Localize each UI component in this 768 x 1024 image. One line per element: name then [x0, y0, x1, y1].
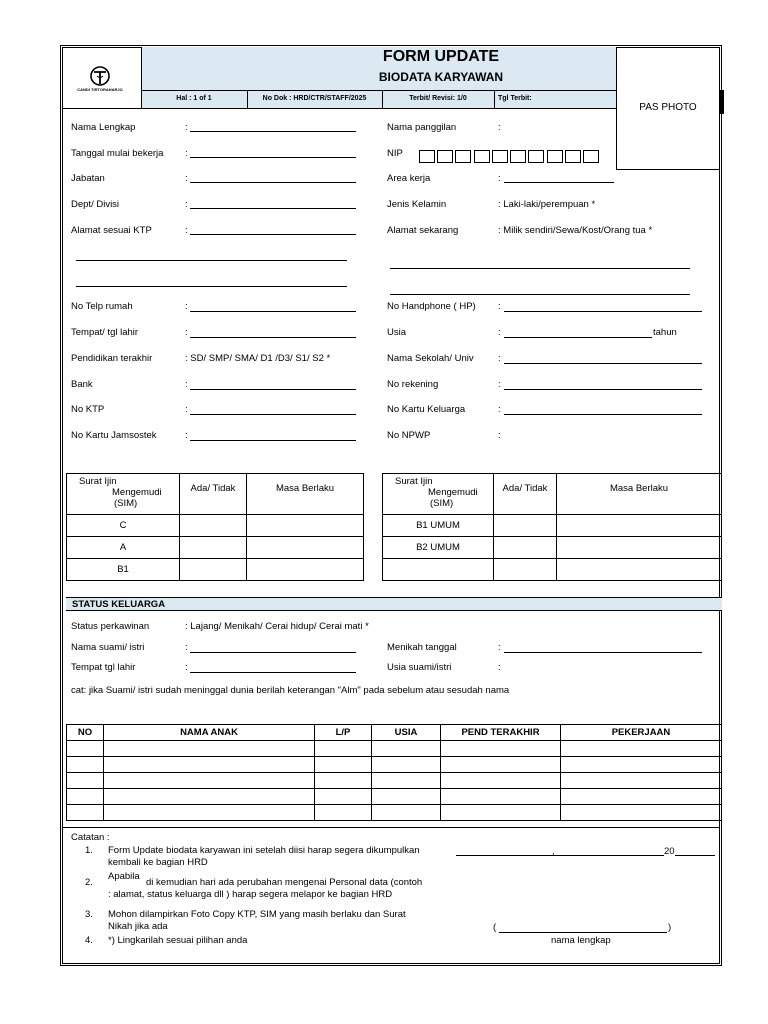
anak-cell[interactable]: [561, 805, 722, 821]
input-handphone[interactable]: [504, 311, 702, 312]
input-area-kerja[interactable]: [504, 182, 614, 183]
anak-table: [66, 724, 722, 821]
nip-box[interactable]: [492, 150, 508, 163]
sim-table-left: [66, 473, 364, 581]
sim-masa-cell[interactable]: [557, 559, 722, 581]
anak-cell[interactable]: [561, 757, 722, 773]
value-rekening: :: [498, 379, 501, 390]
value-handphone: :: [498, 301, 501, 312]
value-nama-lengkap: :: [185, 122, 188, 133]
anak-cell[interactable]: [67, 773, 104, 789]
value-kartu-keluarga: :: [498, 404, 501, 415]
anak-cell[interactable]: [441, 805, 561, 821]
anak-cell[interactable]: [104, 773, 315, 789]
usia-suffix: tahun: [653, 327, 677, 338]
sign-place-line[interactable]: [456, 855, 664, 856]
input-alamat-ktp-line2[interactable]: [76, 260, 347, 261]
value-bank: :: [185, 379, 188, 390]
input-alamat-ktp-line3[interactable]: [76, 286, 347, 287]
anak-cell[interactable]: [104, 741, 315, 757]
anak-header-pekerjaan: PEKERJAAN: [561, 725, 722, 741]
nip-box[interactable]: [455, 150, 471, 163]
sign-open-paren: (: [493, 922, 497, 933]
input-tempat-tgl-lahir-pasangan[interactable]: [190, 672, 356, 673]
anak-cell[interactable]: [561, 773, 722, 789]
anak-header-pend: PEND TERAKHIR: [441, 725, 561, 741]
sim-type-b1-umum: B1 UMUM: [383, 515, 494, 537]
sim-type-a: A: [67, 537, 180, 559]
label-menikah-tanggal: Menikah tanggal: [387, 642, 457, 653]
input-dept[interactable]: [190, 208, 356, 209]
anak-cell[interactable]: [372, 741, 441, 757]
table-row: [67, 789, 722, 805]
sim-header-a: Surat Ijin: [395, 476, 433, 487]
anak-cell[interactable]: [441, 773, 561, 789]
input-alamat-sekarang-line2[interactable]: [390, 294, 690, 295]
anak-cell[interactable]: [372, 773, 441, 789]
value-npwp[interactable]: :: [498, 430, 501, 441]
anak-header-no: NO: [67, 725, 104, 741]
label-dept: Dept/ Divisi: [71, 199, 120, 210]
sign-comma: ,: [552, 846, 555, 857]
anak-cell[interactable]: [441, 757, 561, 773]
anak-cell[interactable]: [67, 805, 104, 821]
catatan-alm: cat: jika Suami/ istri sudah meninggal dunia berilah keterangan "Alm" pada sebelum atau sesudah nama: [71, 685, 510, 696]
label-jenis-kelamin: Jenis Kelamin: [387, 199, 447, 210]
form-title: FORM UPDATE: [382, 48, 500, 65]
note-2-num: 2.: [85, 877, 93, 888]
note-3-num: 3.: [85, 909, 93, 920]
nip-box[interactable]: [583, 150, 599, 163]
table-row: [67, 741, 722, 757]
anak-cell[interactable]: [104, 789, 315, 805]
sim-header-b: Mengemudi: [112, 487, 162, 498]
anak-cell[interactable]: [561, 741, 722, 757]
label-rekening: No rekening: [387, 379, 439, 390]
nip-box[interactable]: [565, 150, 581, 163]
hal-text: Hal : 1 of 1: [176, 95, 212, 102]
sim-masa-cell[interactable]: [557, 537, 722, 559]
sim-type-empty: [383, 559, 494, 581]
sim-header-masa: Masa Berlaku: [557, 474, 722, 515]
value-usia-pasangan[interactable]: :: [498, 662, 501, 673]
anak-cell[interactable]: [104, 805, 315, 821]
nip-box[interactable]: [510, 150, 526, 163]
form-subtitle: BIODATA KARYAWAN: [378, 70, 504, 84]
sim-ada-cell[interactable]: [180, 515, 247, 537]
nip-box[interactable]: [437, 150, 453, 163]
sim-header-a: Surat Ijin: [79, 476, 117, 487]
value-tempat-tgl-lahir-pasangan: :: [185, 662, 188, 673]
note-4-line-a: *) Lingkarilah sesuai pilihan anda: [108, 935, 248, 946]
table-row: [67, 805, 722, 821]
input-rekening[interactable]: [504, 389, 702, 390]
sim-header-b: Mengemudi: [428, 487, 478, 498]
sign-name-caption: nama lengkap: [551, 935, 611, 946]
sim-masa-cell[interactable]: [557, 515, 722, 537]
input-nama-suami-istri[interactable]: [190, 652, 356, 653]
value-jenis-kelamin[interactable]: : Laki-laki/perempuan *: [498, 199, 596, 210]
sim-masa-cell[interactable]: [247, 515, 364, 537]
value-alamat-ktp: :: [185, 225, 188, 236]
label-tempat-lahir: Tempat/ tgl lahir: [71, 327, 139, 338]
label-pendidikan: Pendidikan terakhir: [71, 353, 153, 364]
label-nip: NIP: [387, 148, 403, 159]
anak-cell[interactable]: [104, 757, 315, 773]
label-status-perkawinan: Status perkawinan: [71, 621, 150, 632]
anak-cell[interactable]: [67, 741, 104, 757]
logo-text: CANDI TIRTORAHARJO: [77, 87, 123, 92]
note-2-line-b: di kemudian hari ada perubahan mengenai Personal data (contoh: [146, 877, 423, 888]
sim-header-ada: Ada/ Tidak: [180, 474, 247, 515]
sign-year: 20: [664, 846, 675, 857]
no-dok-text: No Dok : HRD/CTR/STAFF/2025: [262, 95, 367, 102]
anak-cell[interactable]: [315, 789, 372, 805]
label-sekolah: Nama Sekolah/ Univ: [387, 353, 474, 364]
table-row: [67, 757, 722, 773]
anak-cell[interactable]: [67, 757, 104, 773]
nip-box[interactable]: [419, 150, 435, 163]
anak-header-usia: USIA: [372, 725, 441, 741]
label-no-ktp: No KTP: [71, 404, 105, 415]
company-logo: [77, 65, 123, 95]
label-npwp: No NPWP: [387, 430, 431, 441]
anak-cell[interactable]: [315, 773, 372, 789]
notes-title: Catatan :: [71, 832, 110, 843]
input-sekolah[interactable]: [504, 363, 702, 364]
sign-close-paren: ): [668, 922, 672, 933]
input-bank[interactable]: [190, 389, 356, 390]
label-usia-pasangan: Usia suami/istri: [387, 662, 452, 673]
label-usia: Usia: [387, 327, 407, 338]
value-jabatan: :: [185, 173, 188, 184]
label-nama-panggilan: Nama panggilan: [387, 122, 457, 133]
sim-header-cell: [383, 474, 494, 515]
input-kartu-keluarga[interactable]: [504, 414, 702, 415]
value-telp-rumah: :: [185, 301, 188, 312]
input-no-ktp[interactable]: [190, 414, 356, 415]
value-alamat-sekarang[interactable]: : Milik sendiri/Sewa/Kost/Orang tua *: [498, 225, 653, 236]
value-no-ktp: :: [185, 404, 188, 415]
value-area-kerja: :: [498, 173, 501, 184]
page-edge-mark: [720, 90, 724, 114]
sim-ada-cell[interactable]: [180, 537, 247, 559]
anak-cell[interactable]: [67, 789, 104, 805]
label-alamat-sekarang: Alamat sekarang: [387, 225, 459, 236]
anak-header-lp: L/P: [315, 725, 372, 741]
label-alamat-ktp: Alamat sesuai KTP: [71, 225, 152, 236]
sim-ada-cell[interactable]: [494, 515, 557, 537]
anak-cell[interactable]: [372, 805, 441, 821]
value-nama-panggilan[interactable]: :: [498, 122, 501, 133]
label-jabatan: Jabatan: [71, 173, 105, 184]
label-nama-suami-istri: Nama suami/ istri: [71, 642, 145, 653]
divider: [62, 827, 720, 828]
anak-cell[interactable]: [315, 805, 372, 821]
divider: [616, 169, 720, 170]
input-jamsostek[interactable]: [190, 440, 356, 441]
label-telp-rumah: No Telp rumah: [71, 301, 133, 312]
value-status-perkawinan[interactable]: : Lajang/ Menikah/ Cerai hidup/ Cerai mati *: [185, 621, 369, 632]
sim-header-ada: Ada/ Tidak: [494, 474, 557, 515]
sim-masa-cell[interactable]: [247, 537, 364, 559]
value-pendidikan[interactable]: : SD/ SMP/ SMA/ D1 /D3/ S1/ S2 *: [185, 353, 331, 364]
sim-header-cell: [67, 474, 180, 515]
sim-type-b1: B1: [67, 559, 180, 581]
input-menikah-tanggal[interactable]: [504, 652, 702, 653]
tgl-terbit-text: Tgl Terbit:: [498, 95, 532, 102]
value-nama-suami-istri: :: [185, 642, 188, 653]
label-kartu-keluarga: No Kartu Keluarga: [387, 404, 466, 415]
input-nama-lengkap[interactable]: [190, 131, 356, 132]
anak-cell[interactable]: [441, 789, 561, 805]
anak-header-nama: NAMA ANAK: [104, 725, 315, 741]
note-1-line-b: kembali ke bagian HRD: [108, 857, 208, 868]
value-sekolah: :: [498, 353, 501, 364]
note-1-line-a: Form Update biodata karyawan ini setelah diisi harap segera dikumpulkan: [108, 845, 420, 856]
label-jamsostek: No Kartu Jamsostek: [71, 430, 157, 441]
sim-table-right: [382, 473, 722, 581]
input-jabatan[interactable]: [190, 182, 356, 183]
divider: [62, 108, 616, 109]
terbit-text: Terbit/ Revisi: 1/0: [409, 95, 467, 102]
nip-box[interactable]: [547, 150, 563, 163]
input-tanggal-mulai[interactable]: [190, 157, 356, 158]
table-row: [67, 773, 722, 789]
anak-cell[interactable]: [441, 741, 561, 757]
sim-masa-cell[interactable]: [247, 559, 364, 581]
sim-header-masa: Masa Berlaku: [247, 474, 364, 515]
anak-cell[interactable]: [372, 789, 441, 805]
sim-type-c: C: [67, 515, 180, 537]
note-1-num: 1.: [85, 845, 93, 856]
divider: [141, 90, 616, 91]
note-2-line-a: Apabila: [108, 871, 140, 882]
input-tempat-lahir[interactable]: [190, 337, 356, 338]
sim-ada-cell[interactable]: [180, 559, 247, 581]
label-tanggal-mulai: Tanggal mulai bekerja: [71, 148, 164, 159]
label-area-kerja: Area kerja: [387, 173, 431, 184]
pas-photo-box: PAS PHOTO: [639, 102, 697, 113]
input-telp-rumah[interactable]: [190, 311, 356, 312]
anak-cell[interactable]: [372, 757, 441, 773]
label-tempat-tgl-lahir-pasangan: Tempat tgl lahir: [71, 662, 136, 673]
nip-box[interactable]: [528, 150, 544, 163]
note-3-line-a: Mohon dilampirkan Foto Copy KTP, SIM yang masih berlaku dan Surat: [108, 909, 406, 920]
sim-header-c: (SIM): [430, 498, 454, 509]
value-dept: :: [185, 199, 188, 210]
anak-cell[interactable]: [315, 757, 372, 773]
label-bank: Bank: [71, 379, 93, 390]
anak-cell[interactable]: [561, 789, 722, 805]
label-nama-lengkap: Nama Lengkap: [71, 122, 136, 133]
value-tanggal-mulai: :: [185, 148, 188, 159]
divider: [494, 90, 495, 108]
note-4-num: 4.: [85, 935, 93, 946]
input-alamat-ktp[interactable]: [190, 234, 356, 235]
note-2-line-c: : alamat, status keluarga dll ) harap segera melapor ke bagian HRD: [108, 889, 393, 900]
sign-name-line[interactable]: [499, 932, 667, 933]
note-3-line-b: Nikah jika ada: [108, 921, 168, 932]
sim-type-b2-umum: B2 UMUM: [383, 537, 494, 559]
value-jamsostek: :: [185, 430, 188, 441]
section-status-keluarga: STATUS KELUARGA: [66, 597, 722, 611]
sim-header-c: (SIM): [114, 498, 138, 509]
value-menikah-tanggal: :: [498, 642, 501, 653]
sim-ada-cell[interactable]: [494, 537, 557, 559]
label-handphone: No Handphone ( HP): [387, 301, 476, 312]
input-alamat-sekarang-line1[interactable]: [390, 268, 690, 269]
nip-box[interactable]: [474, 150, 490, 163]
value-usia: :: [498, 327, 501, 338]
anak-cell[interactable]: [315, 741, 372, 757]
value-tempat-lahir: :: [185, 327, 188, 338]
sign-year-line[interactable]: [675, 855, 715, 856]
sim-ada-cell[interactable]: [494, 559, 557, 581]
input-usia[interactable]: [504, 337, 652, 338]
